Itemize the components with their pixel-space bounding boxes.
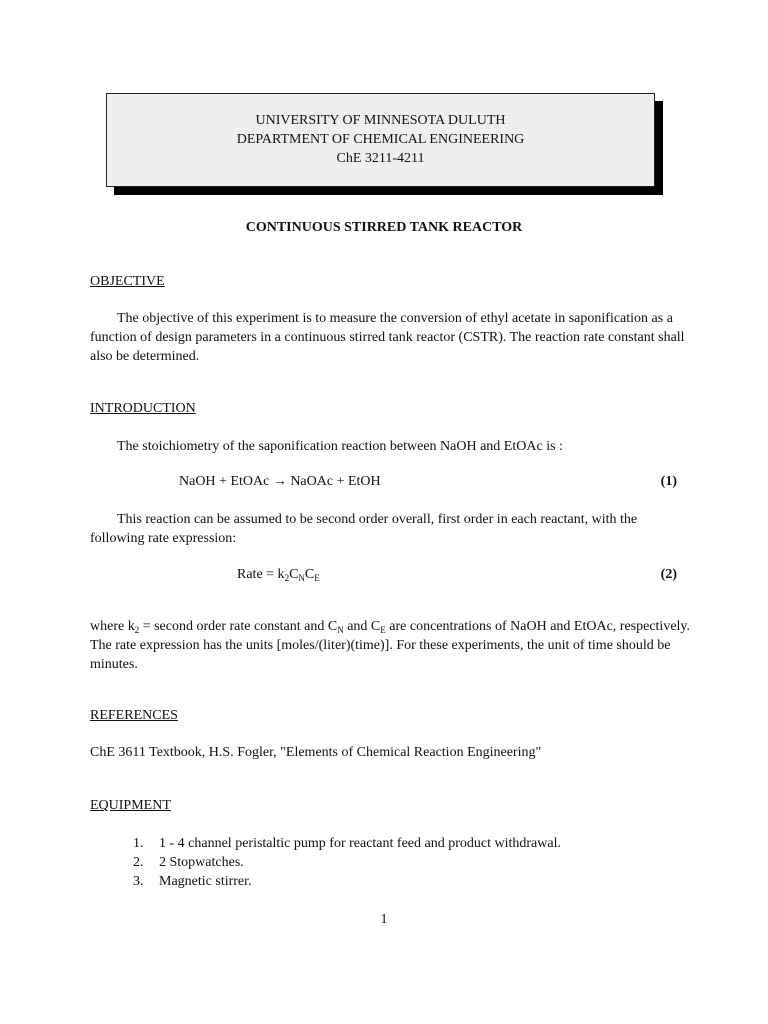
equation-2-c1: C bbox=[289, 567, 299, 582]
page-number: 1 bbox=[380, 912, 388, 927]
list-item bbox=[133, 872, 693, 891]
header-box bbox=[106, 93, 655, 187]
introduction-paragraph-3 bbox=[90, 617, 690, 674]
list-item-text: Magnetic stirrer. bbox=[159, 874, 252, 889]
header-department: DEPARTMENT OF CHEMICAL ENGINEERING bbox=[236, 132, 525, 147]
list-item-text: 2 Stopwatches. bbox=[159, 855, 244, 870]
equation-2-sub-k: 2 bbox=[284, 573, 290, 583]
p3-text-a: where k bbox=[90, 619, 135, 634]
list-item-text: 1 - 4 channel peristaltic pump for reactant feed and product withdrawal. bbox=[159, 836, 561, 851]
references-heading: REFERENCES bbox=[90, 708, 178, 723]
document-title: CONTINUOUS STIRRED TANK REACTOR bbox=[245, 220, 523, 235]
equation-2-prefix: Rate = k bbox=[237, 567, 285, 582]
equation-2-sub-e: E bbox=[314, 573, 320, 583]
p3-sub-k: 2 bbox=[134, 625, 140, 635]
p3-text-b: = second order rate constant and C bbox=[139, 619, 338, 634]
header-university: UNIVERSITY OF MINNESOTA DULUTH bbox=[255, 113, 506, 128]
list-item-number: 1. bbox=[133, 836, 144, 851]
equipment-heading: EQUIPMENT bbox=[90, 798, 171, 813]
list-item-number: 3. bbox=[133, 874, 144, 889]
header-course: ChE 3211-4211 bbox=[336, 151, 425, 166]
objective-heading: OBJECTIVE bbox=[90, 274, 165, 289]
list-item bbox=[133, 853, 693, 872]
reference-citation: ChE 3611 Textbook, H.S. Fogler, "Elements of Chemical Reaction Engineering" bbox=[90, 745, 542, 760]
equation-2-number: (2) bbox=[660, 567, 677, 582]
equation-1: NaOH + EtOAc → NaOAc + EtOH bbox=[179, 474, 381, 489]
equation-2 bbox=[237, 565, 320, 584]
equation-1-number: (1) bbox=[660, 474, 677, 489]
p3-sub-n: N bbox=[337, 625, 344, 635]
equation-2-sub-n: N bbox=[298, 573, 305, 583]
equipment-list bbox=[133, 834, 693, 891]
p3-text-d: are concentrations of NaOH and EtOAc, respectively. The rate expression has the units [moles/(liter)(time)]. For these experiments, the unit of time should be minutes. bbox=[90, 619, 691, 672]
introduction-paragraph-2: This reaction can be assumed to be second order overall, first order in each reactant, with the following rate expression: bbox=[90, 512, 638, 546]
p3-text-c: and C bbox=[343, 619, 381, 634]
p3-sub-e: E bbox=[380, 625, 386, 635]
introduction-heading: INTRODUCTION bbox=[90, 401, 196, 416]
equation-2-c2: C bbox=[304, 567, 315, 582]
list-item bbox=[133, 834, 693, 853]
objective-paragraph: The objective of this experiment is to measure the conversion of ethyl acetate in saponification as a function of design parameters in a continuous stirred tank reactor (CSTR). The reaction rate constant shall also be determined. bbox=[90, 311, 685, 364]
list-item-number: 2. bbox=[133, 855, 144, 870]
introduction-paragraph-1: The stoichiometry of the saponification reaction between NaOH and EtOAc is : bbox=[117, 439, 563, 454]
